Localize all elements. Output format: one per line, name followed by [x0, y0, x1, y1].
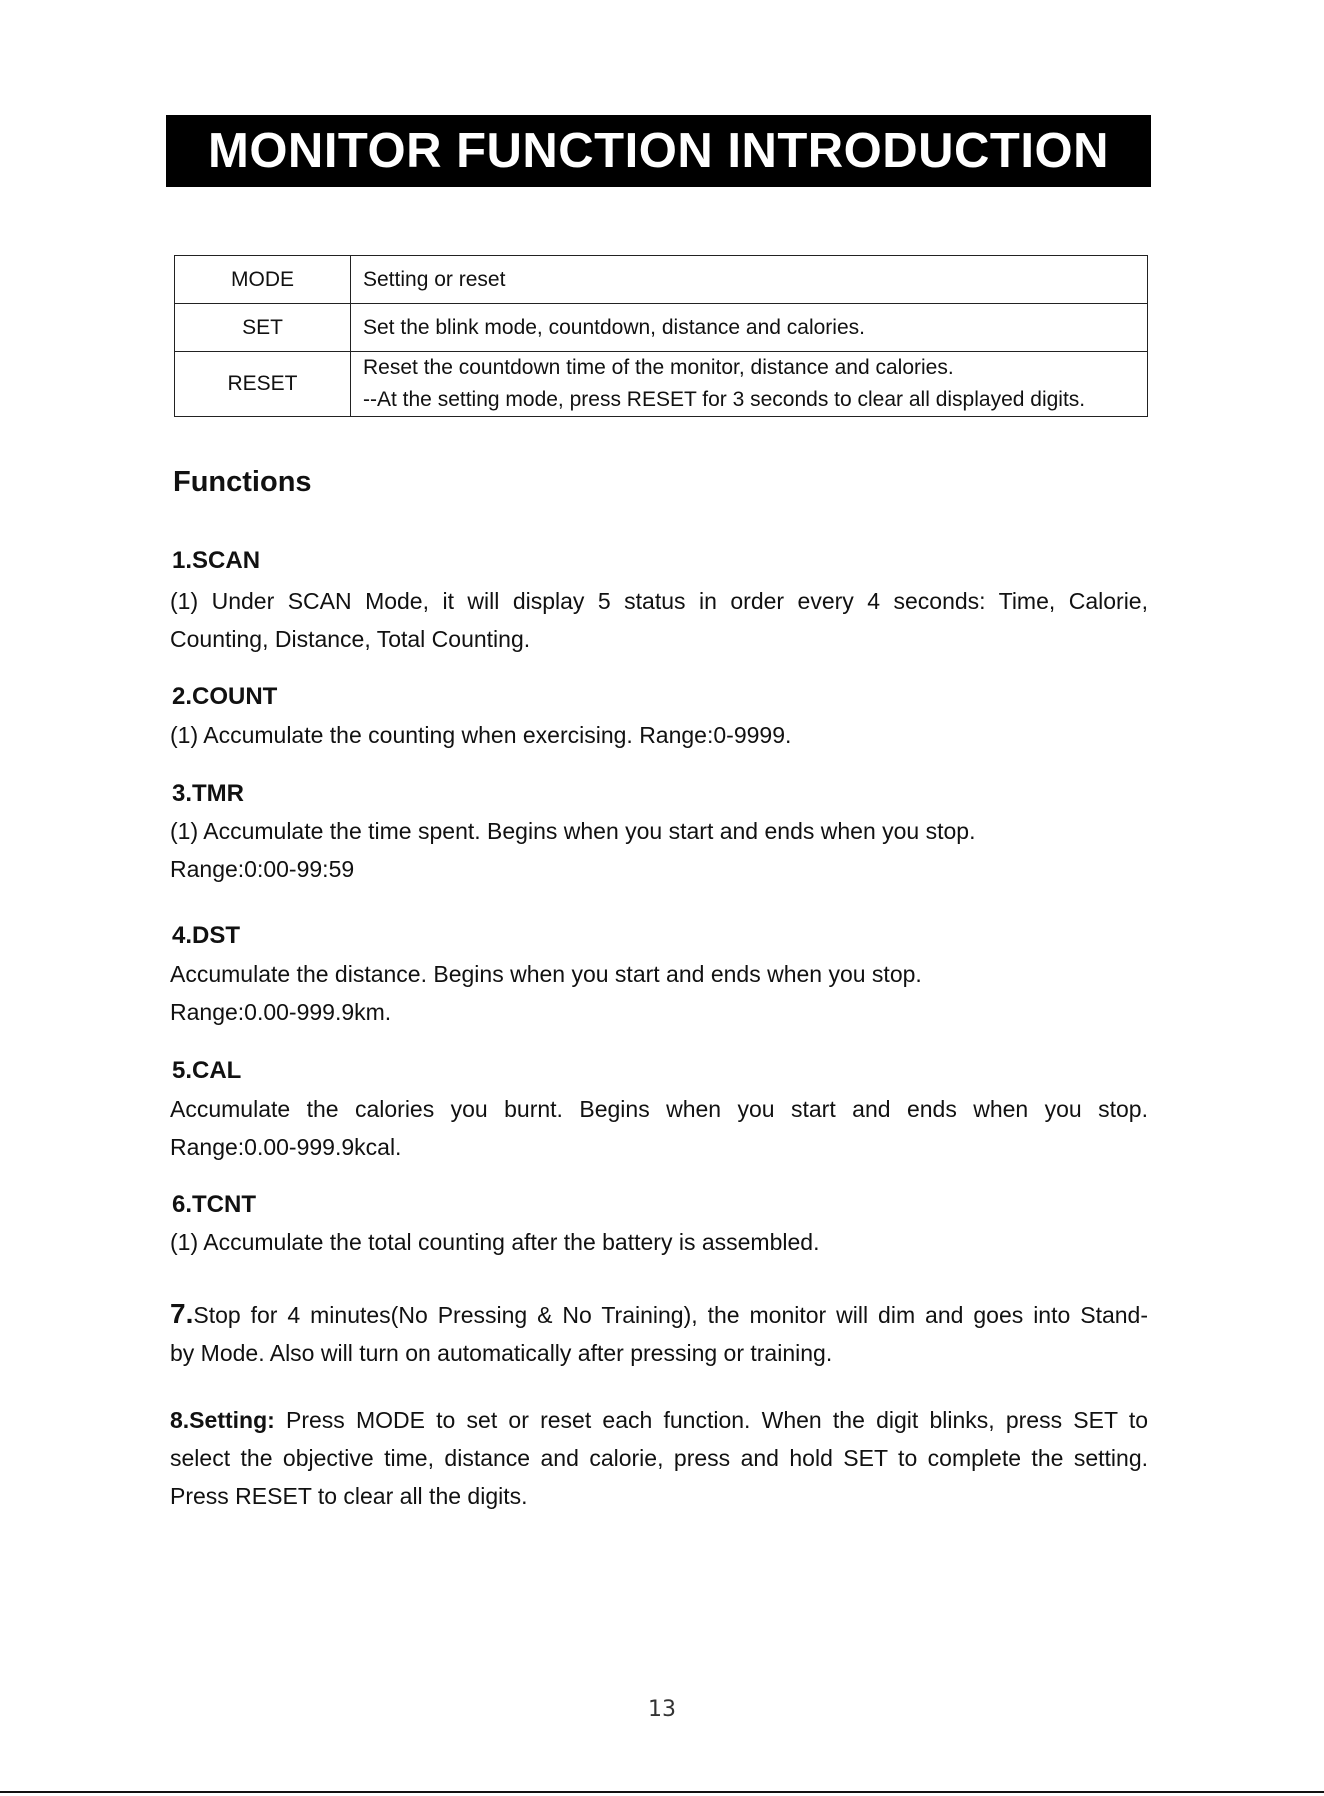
body-line: Range:0.00-999.9km.	[170, 999, 392, 1025]
description-line: --At the setting mode, press RESET for 3 seconds to clear all displayed digits.	[363, 388, 1086, 411]
section-body-cal	[170, 1090, 1148, 1166]
section-body-scan	[170, 582, 1148, 658]
body-line: (1) Accumulate the time spent. Begins when you start and ends when you stop.	[170, 818, 976, 844]
section-title-cal: 5.CAL	[172, 1057, 242, 1084]
button-name-cell: RESET	[175, 352, 351, 417]
description-line: Set the blink mode, countdown, distance and calories.	[363, 315, 865, 339]
body-line: Accumulate the distance. Begins when you start and ends when you stop.	[170, 961, 922, 987]
section-title-scan: 1.SCAN	[172, 547, 261, 574]
section-body-count	[170, 716, 1148, 754]
button-function-table	[174, 255, 1148, 417]
body-line: (1) Accumulate the total counting after the battery is assembled.	[170, 1229, 820, 1255]
section-body-tcnt	[170, 1223, 1148, 1261]
section-title-dst: 4.DST	[172, 922, 241, 949]
body-line: by Mode. Also will turn on automatically after pressing or training.	[170, 1340, 833, 1366]
button-description-cell	[351, 256, 1148, 304]
section-title-count: 2.COUNT	[172, 683, 278, 710]
button-description-cell	[351, 352, 1148, 417]
section-body-tmr	[170, 812, 1148, 888]
functions-heading: Functions	[173, 466, 312, 498]
page-bottom-rule	[0, 1791, 1324, 1793]
body-line: Range:0.00-999.9kcal.	[170, 1134, 402, 1160]
body-line: Press RESET to clear all the digits.	[170, 1483, 528, 1509]
body-line	[170, 1401, 1148, 1439]
section-title-tmr: 3.TMR	[172, 780, 244, 807]
body-line: Range:0:00-99:59	[170, 856, 355, 882]
body-line	[170, 1295, 1148, 1334]
body-line: select the objective time, distance and calorie, press and hold SET to complete the setting.	[170, 1445, 1148, 1471]
section-body-standby	[170, 1295, 1148, 1372]
body-text: Stop for 4 minutes(No Pressing & No Training), the monitor will dim and goes into Stand-	[193, 1302, 1148, 1328]
page-number: 13	[648, 1697, 676, 1722]
button-name-cell: SET	[175, 304, 351, 352]
body-line: (1) Accumulate the counting when exercising. Range:0-9999.	[170, 722, 792, 748]
body-text: Press MODE to set or reset each function. When the digit blinks, press SET to	[274, 1407, 1148, 1433]
section-number: 7.	[170, 1298, 194, 1329]
body-line: (1) Under SCAN Mode, it will display 5 status in order every 4 seconds: Time, Calorie,	[170, 588, 1148, 614]
button-description-cell	[351, 304, 1148, 352]
section-lead: 8.Setting:	[170, 1407, 275, 1433]
section-body-dst	[170, 955, 1148, 1031]
description-line: Setting or reset	[363, 267, 506, 291]
table-row	[175, 256, 1148, 304]
table-row	[175, 304, 1148, 352]
body-line: Accumulate the calories you burnt. Begins when you start and ends when you stop.	[170, 1096, 1148, 1122]
body-line: Counting, Distance, Total Counting.	[170, 626, 531, 652]
table-row	[175, 352, 1148, 417]
button-name-cell: MODE	[175, 256, 351, 304]
section-body-setting	[170, 1401, 1148, 1515]
description-line: Reset the countdown time of the monitor, distance and calories.	[363, 356, 954, 379]
page-title: MONITOR FUNCTION INTRODUCTION	[166, 115, 1151, 187]
section-title-tcnt: 6.TCNT	[172, 1191, 256, 1218]
